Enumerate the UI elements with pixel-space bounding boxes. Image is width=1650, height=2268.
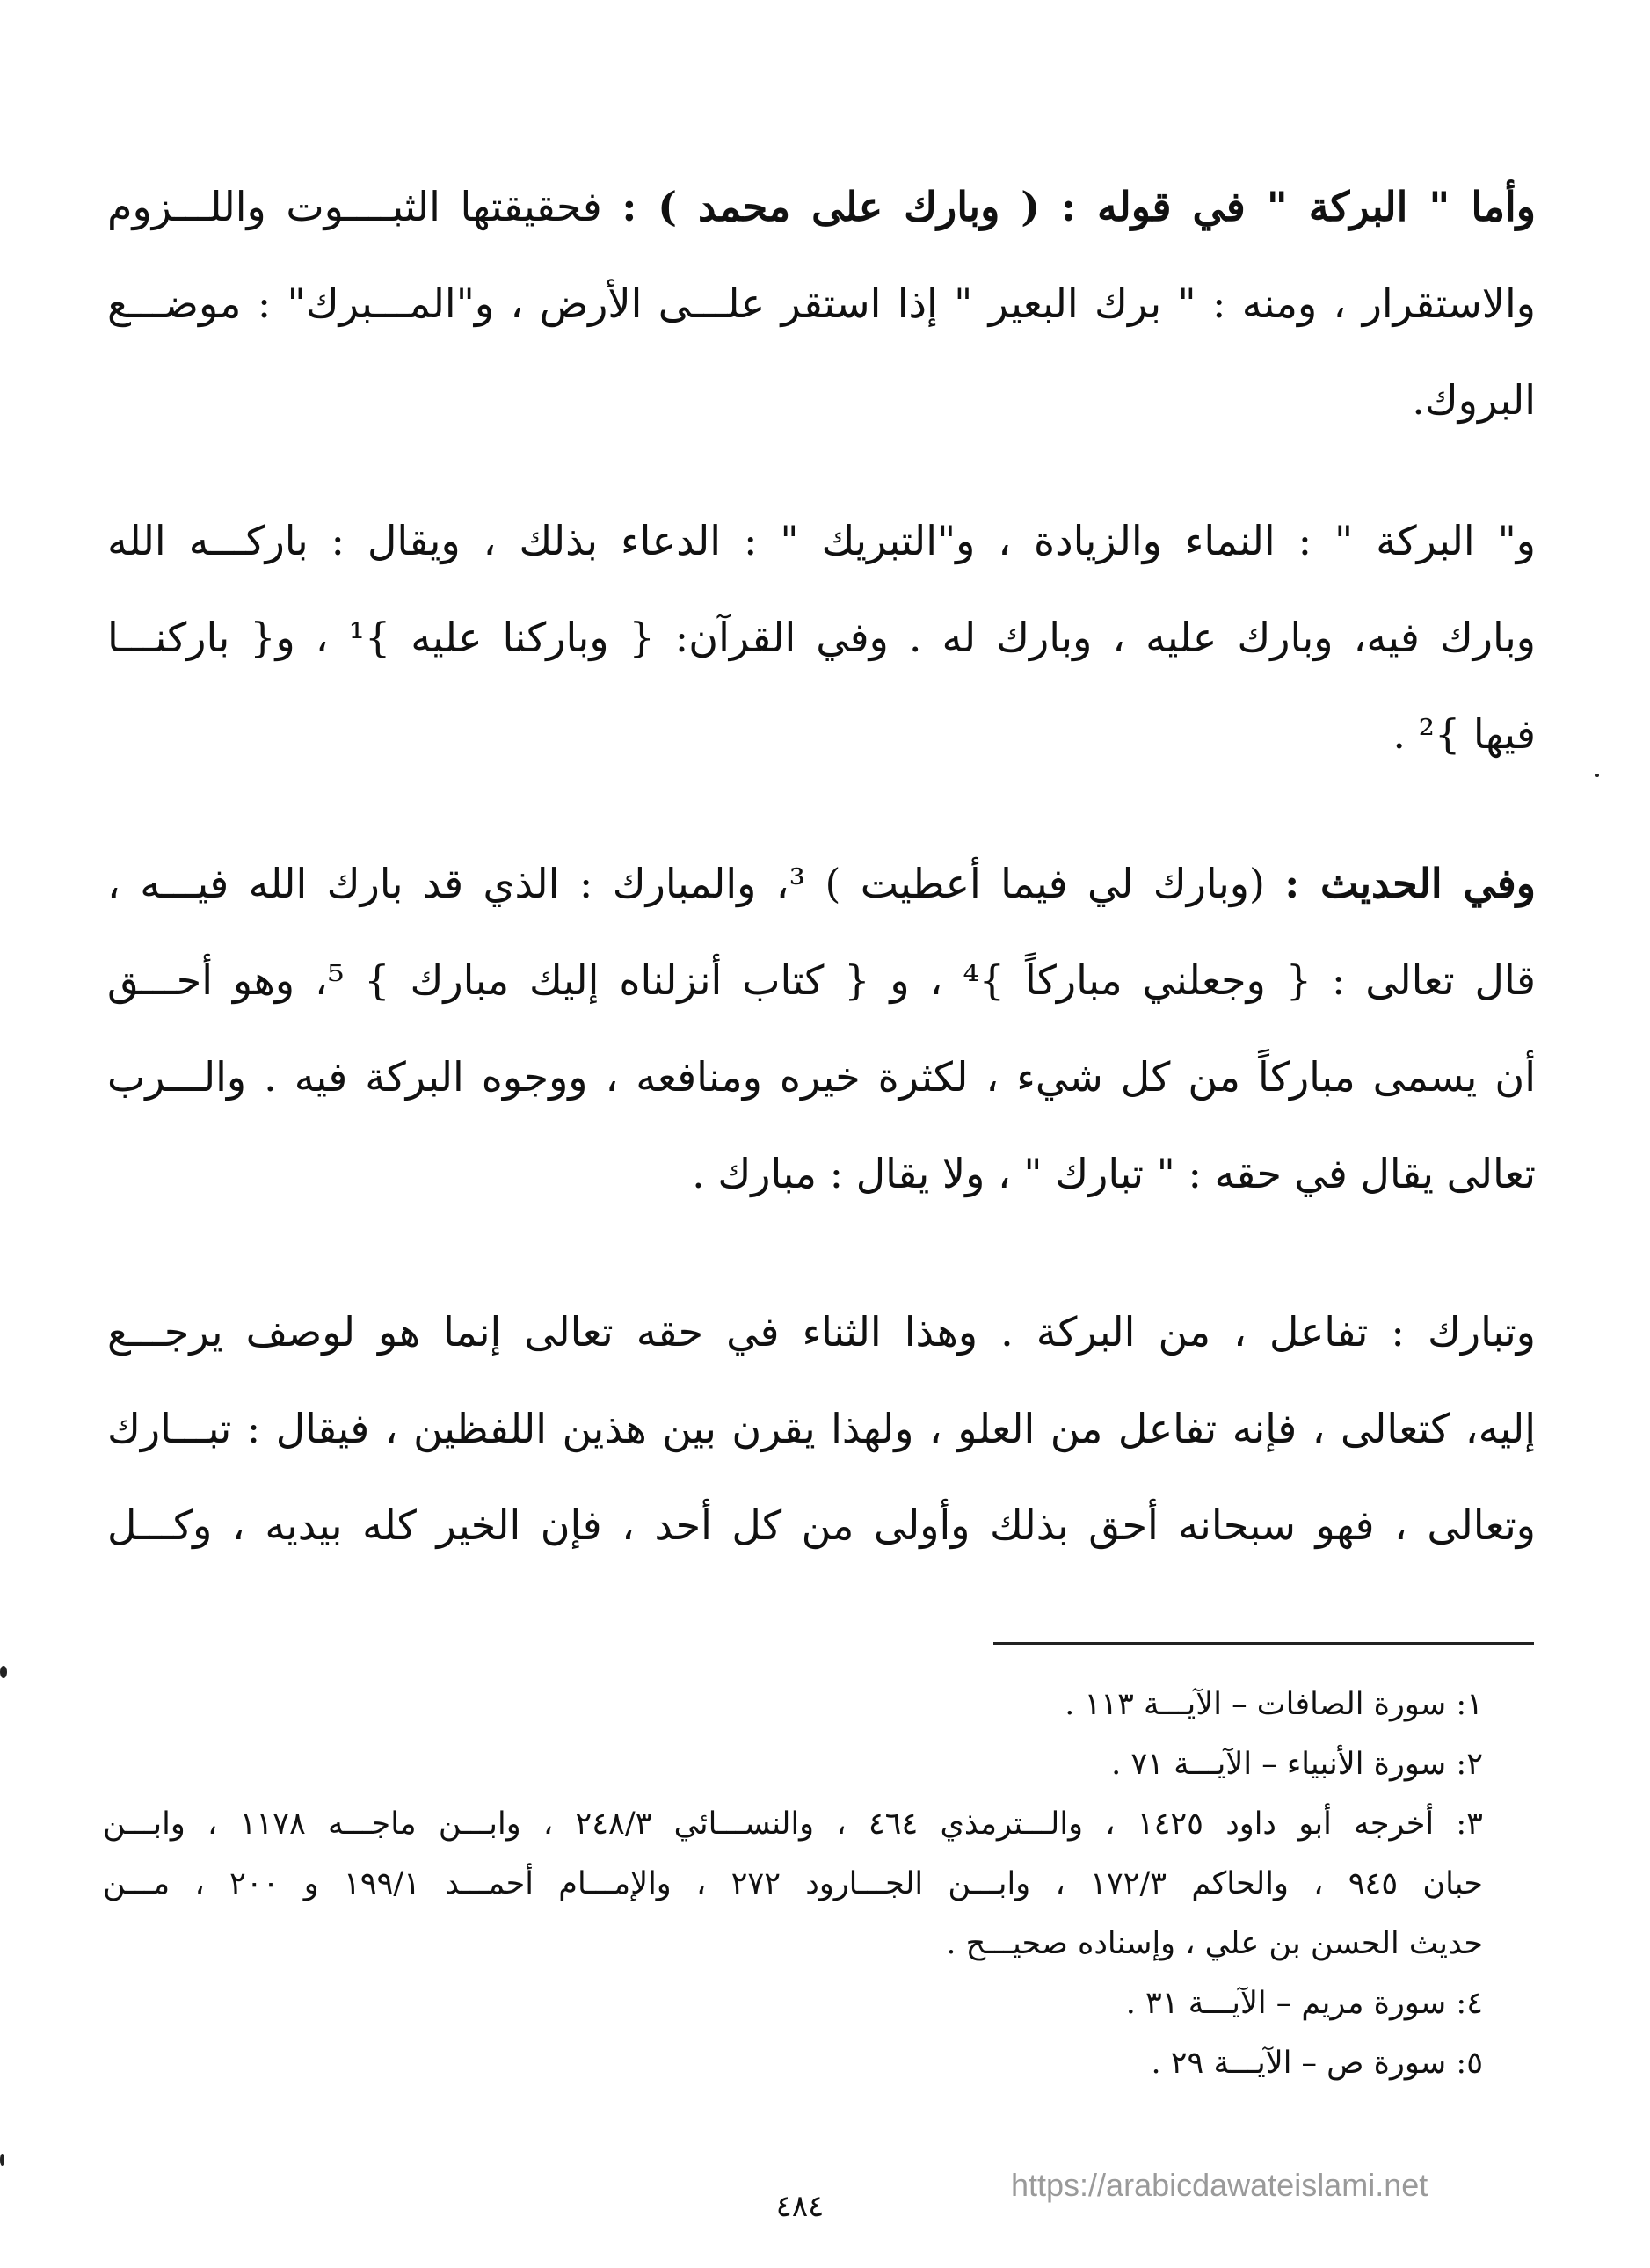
text-line: فيها }² . xyxy=(1392,710,1536,758)
scan-speck xyxy=(1595,774,1599,777)
footnote-separator xyxy=(993,1642,1534,1645)
text-span: وأما " البركة " في قوله : ( وبارك على محمد ) : xyxy=(621,183,1536,230)
paragraph-1 xyxy=(107,158,1536,448)
text-span: (وبارك لي فيما أعطيت ) ³، والمبارك : الذي قد بارك الله فيـــه ، xyxy=(107,860,1265,907)
footnote-3-line: ٣: أخرجه أبو داود ١٤٢٥ ، والـــترمذي ٤٦٤ ، والنســـائي ٢٤٨/٣ ، وابـــن ماجـــه ١١٧٨ ، وابـــن xyxy=(103,1806,1483,1842)
text-line xyxy=(107,835,1536,932)
scan-speck xyxy=(0,2154,4,2166)
footnote-1: ١: سورة الصافات – الآيـــة ١١٣ . xyxy=(1065,1687,1483,1722)
text-line: وتعالى ، فهو سبحانه أحق بذلك وأولى من كل أحد ، فإن الخير كله بيديه ، وكـــل xyxy=(107,1501,1536,1549)
text-line: قال تعالى : { وجعلني مباركاً }⁴ ، و { كتاب أنزلناه إليك مبارك } ⁵، وهو أحـــق xyxy=(107,956,1536,1004)
scan-speck xyxy=(0,1666,7,1678)
footnotes xyxy=(103,1675,1483,2093)
page-number: ٤٨٤ xyxy=(775,2189,825,2224)
paragraph-4 xyxy=(107,1283,1536,1574)
footnote-3-line: حديث الحسن بن علي ، وإسناده صحيـــح . xyxy=(946,1926,1483,1961)
footnote-2: ٢: سورة الأنبياء – الآيـــة ٧١ . xyxy=(1111,1747,1483,1782)
footnote-4: ٤: سورة مريم – الآيـــة ٣١ . xyxy=(1125,1986,1483,2021)
footnote-3-line: حبان ٩٤٥ ، والحاكم ١٧٢/٣ ، وابـــن الجـــارود ٢٧٢ ، والإمـــام أحمـــد ١٩٩/١ و ٢٠٠ ، مـــن xyxy=(103,1866,1483,1901)
text-line xyxy=(107,158,1536,255)
text-line: البروك. xyxy=(1412,376,1536,424)
text-line: وبارك فيه، وبارك عليه ، وبارك له . وفي القرآن: { وباركنا عليه }¹ ، و{ باركنـــا xyxy=(107,614,1536,661)
text-line: إليه، كتعالى ، فإنه تفاعل من العلو ، ولهذا يقرن بين هذين اللفظين ، فيقال : تبـــارك xyxy=(107,1405,1536,1452)
watermark-url: https://arabicdawateislami.net xyxy=(1011,2167,1428,2203)
text-line: و" البركة " : النماء والزيادة ، و"التبريك " : الدعاء بذلك ، ويقال : باركـــه الله xyxy=(107,517,1536,564)
footnote-5: ٥: سورة ص – الآيـــة ٢٩ . xyxy=(1151,2046,1483,2081)
text-line: أن يسمى مباركاً من كل شيء ، لكثرة خيره ومنافعه ، ووجوه البركة فيه . والـــرب xyxy=(107,1053,1536,1101)
text-line: تعالى يقال في حقه : " تبارك " ، ولا يقال : مبارك . xyxy=(692,1150,1536,1197)
paragraph-2 xyxy=(107,492,1536,782)
text-line: وتبارك : تفاعل ، من البركة . وهذا الثناء في حقه تعالى إنما هو لوصف يرجـــع xyxy=(107,1308,1536,1356)
paragraph-3 xyxy=(107,835,1536,1222)
text-span: فحقيقتها الثبــــوت واللـــزوم xyxy=(107,183,602,230)
text-span: وفي الحديث : xyxy=(1284,860,1536,907)
text-line: والاستقرار ، ومنه : " برك البعير " إذا استقر علـــى الأرض ، و"المـــبرك" : موضـــع xyxy=(107,280,1536,327)
